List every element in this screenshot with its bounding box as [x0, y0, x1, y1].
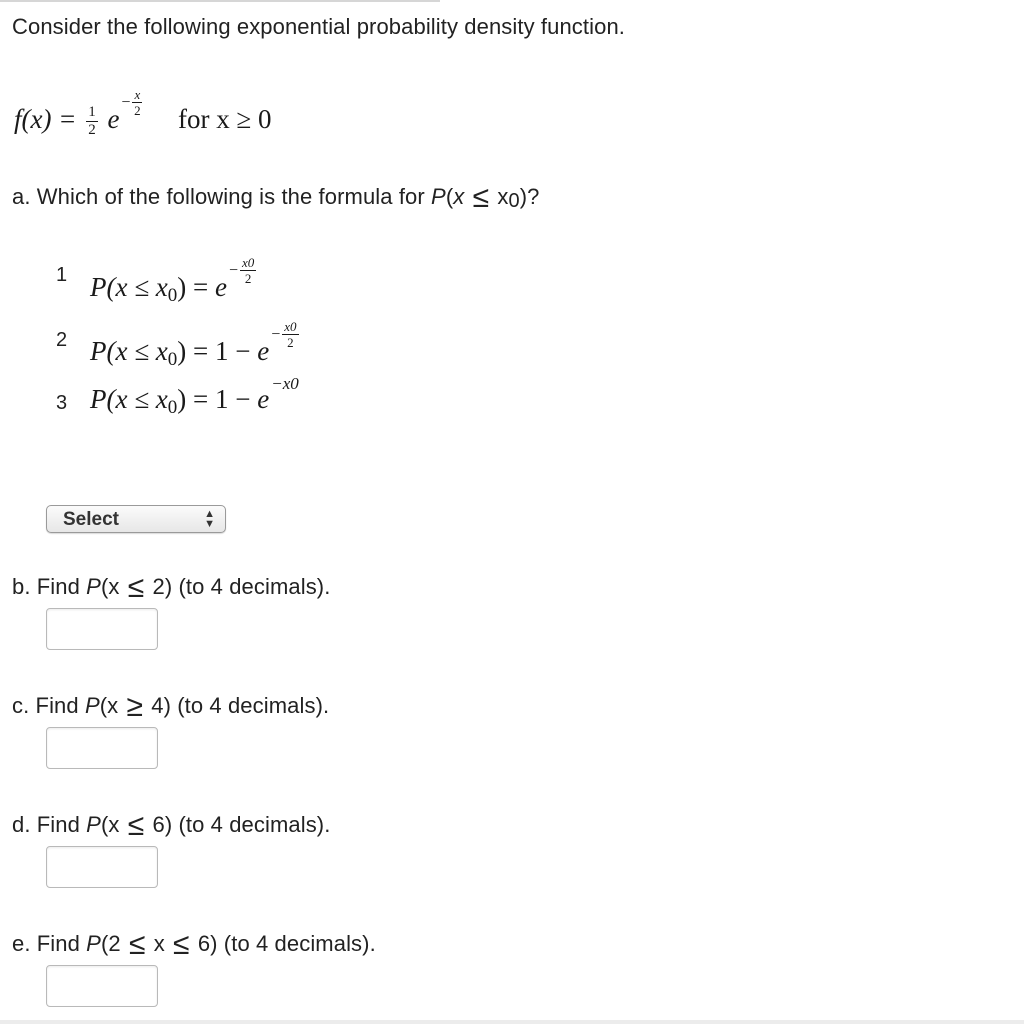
answer-d-input[interactable]: [46, 846, 158, 888]
question-a: a. Which of the following is the formula for P(x ≤ x0)?: [12, 181, 540, 214]
option-1-formula: P(x ≤ x0) = e− $\frac{x0}{2}$: [90, 255, 255, 306]
select-label: Select: [63, 509, 119, 530]
bottom-divider: [0, 1020, 1024, 1024]
question-b: b. Find P(x ≤ 2) (to 4 decimals).: [12, 571, 331, 604]
pdf-formula: [14, 87, 272, 139]
question-d: d. Find P(x ≤ 6) (to 4 decimals).: [12, 809, 331, 842]
option-2-number: 2: [56, 329, 68, 351]
pdf-base: e: [107, 104, 120, 134]
question-c: c. Find P(x ≥ 4) (to 4 decimals).: [12, 690, 330, 723]
pdf-condition: for x ≥ 0: [177, 104, 272, 134]
pdf-exponent: − $\frac{x}{2}$: [121, 87, 141, 118]
answer-select[interactable]: [46, 505, 226, 533]
option-3-formula: P(x ≤ x0) = 1 − e−x0: [90, 374, 299, 418]
question-e: e. Find P(2 ≤ x ≤ 6) (to 4 decimals).: [12, 928, 376, 961]
answer-b-input[interactable]: [46, 608, 158, 650]
answer-c-input[interactable]: [46, 727, 158, 769]
intro-text: Consider the following exponential probability density function.: [12, 14, 625, 39]
select-arrows-icon: ▲ ▼: [204, 508, 215, 530]
pdf-coefficient: $\frac{1}{2}$: [88, 104, 96, 139]
answer-e-input[interactable]: [46, 965, 158, 1007]
pdf-lhs: f(x) =: [14, 104, 84, 134]
option-3-number: 3: [56, 392, 68, 414]
top-divider: [0, 0, 440, 2]
option-2-formula: P(x ≤ x0) = 1 − e− $\frac{x0}{2}$: [90, 319, 297, 370]
option-1-number: 1: [56, 264, 68, 286]
